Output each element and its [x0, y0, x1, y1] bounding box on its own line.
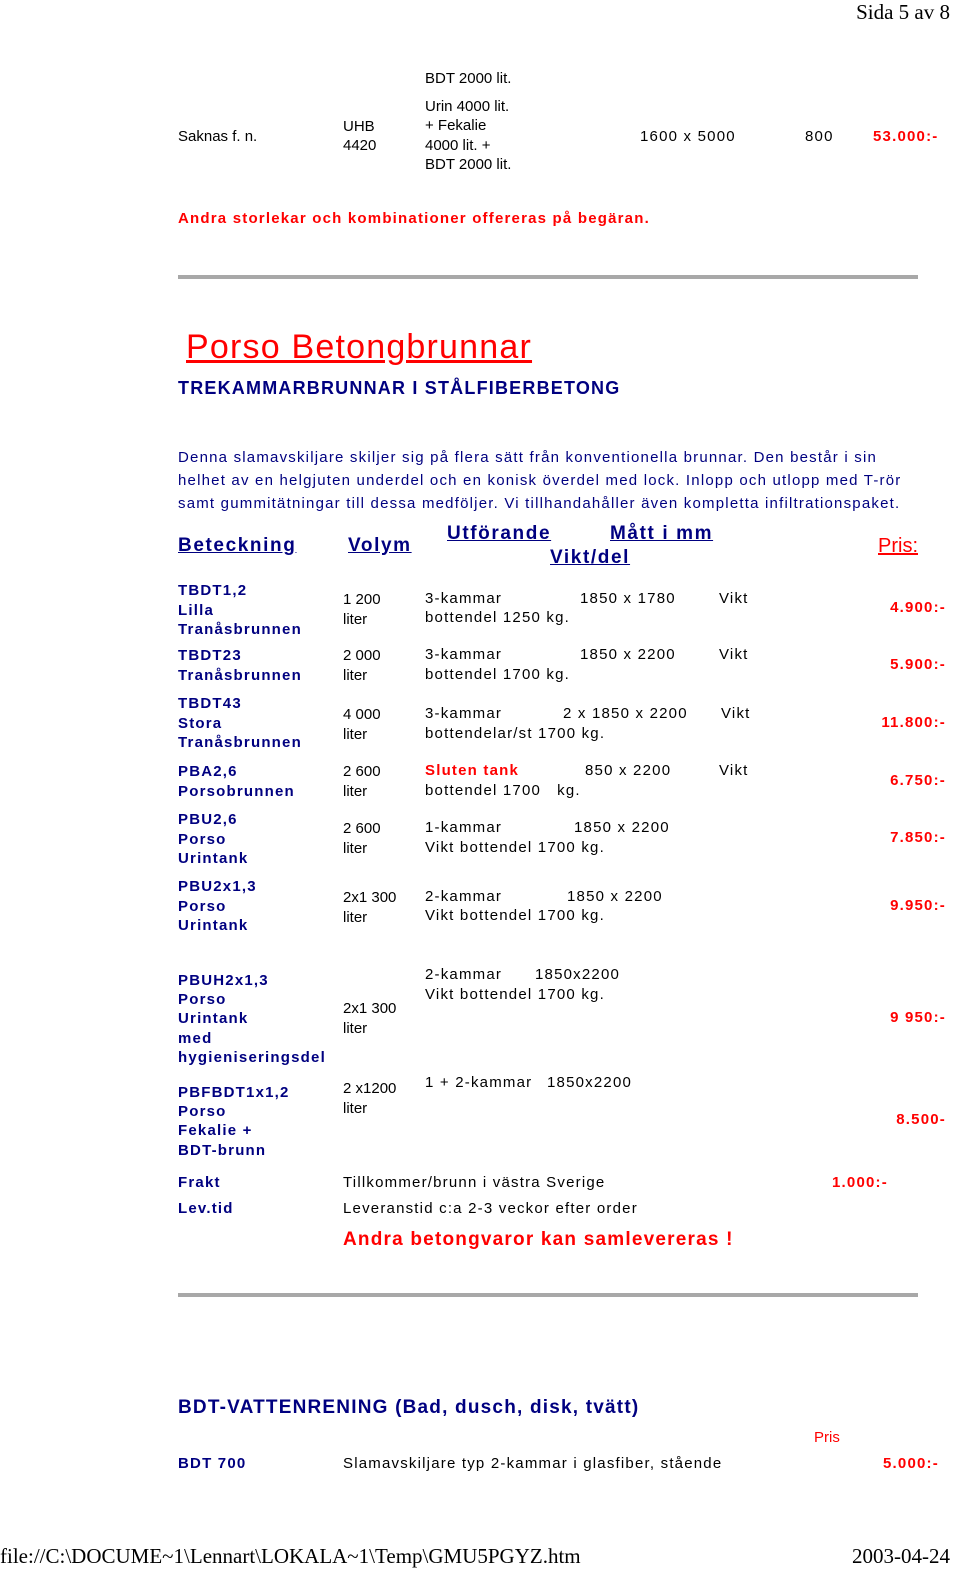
table-row-name: PBU2x1,3 Porso Urintank: [178, 878, 257, 934]
table-row-price: 9.950:-: [890, 897, 946, 914]
table-row-type: 2-kammar: [425, 966, 503, 983]
footer-date: 2003-04-24: [852, 1544, 950, 1568]
table-row-type: Sluten tank: [425, 762, 520, 779]
table-row-name: TBDT43 Stora Tranåsbrunnen: [178, 695, 302, 751]
top-row-name: Saknas f. n.: [178, 128, 258, 145]
table-row-volume: 2x1 300 liter: [343, 1000, 397, 1037]
divider: [178, 275, 918, 279]
table-row-price: 11.800:-: [881, 714, 946, 731]
table-row-price: 4.900:-: [890, 599, 946, 616]
table-row-volume: 2 600 liter: [343, 763, 381, 800]
top-row-price: 53.000:-: [873, 128, 939, 145]
freight-label: Frakt: [178, 1174, 221, 1191]
table-row-type: 3-kammar: [425, 705, 503, 722]
table-row-weight: bottendel 1700 kg.: [425, 666, 571, 683]
table-row-volume: 1 200 liter: [343, 591, 381, 628]
table-row-dims: 1850 x 2200: [580, 646, 676, 663]
table-row-weight: Vikt bottendel 1700 kg.: [425, 907, 605, 924]
header-utforande: Utförande: [447, 523, 552, 544]
table-row-vikt: Vikt: [719, 762, 749, 779]
table-row-weight: Vikt bottendel 1700 kg.: [425, 839, 605, 856]
header-matt: Mått i mm: [610, 523, 714, 544]
bdt-pris-label: Pris: [814, 1429, 840, 1446]
table-row-volume: 2x1 300 liter: [343, 889, 397, 926]
table-row-type: 3-kammar: [425, 590, 503, 607]
table-row-type: 3-kammar: [425, 646, 503, 663]
table-row-price: 9 950:-: [890, 1009, 946, 1026]
bdt-item-price: 5.000:-: [883, 1455, 939, 1472]
bdt-item-text: Slamavskiljare typ 2-kammar i glasfiber, stående: [343, 1455, 723, 1472]
freight-text: Tillkommer/brunn i västra Sverige: [343, 1174, 606, 1191]
section-description: Denna slamavskiljare skiljer sig på flera sätt från konventionella brunnar. Den består i sin helhet av en helgjuten underdel och en konisk överdel med lock. Inlopp och utlopp med T-rör samt gummitätningar till dessa medföljer. Vi tillhandahåller även kompletta infiltrationspaket.: [178, 449, 902, 512]
table-row-price: 8.500-: [896, 1111, 946, 1128]
header-beteckning: Beteckning: [178, 535, 297, 556]
table-row-type: 1 + 2-kammar: [425, 1074, 533, 1091]
table-row-name: TBDT1,2 Lilla Tranåsbrunnen: [178, 582, 302, 638]
footer-path: file://C:\DOCUME~1\Lennart\LOKALA~1\Temp\GMU5PGYZ.htm: [0, 1544, 581, 1568]
table-row-weight: bottendel 1250 kg.: [425, 609, 571, 626]
table-row-vikt: Vikt: [719, 646, 749, 663]
section-title: Porso Betongbrunnar: [186, 328, 533, 366]
table-row-volume: 2 x1200 liter: [343, 1080, 397, 1117]
section-subtitle: TREKAMMARBRUNNAR I STÅLFIBERBETONG: [178, 378, 621, 398]
top-row-dimensions: 1600 x 5000: [640, 128, 736, 145]
table-row-dims: 1850 x 2200: [567, 888, 663, 905]
bdt-title: BDT-VATTENRENING (Bad, dusch, disk, tvätt): [178, 1397, 640, 1418]
table-row-volume: 4 000 liter: [343, 706, 381, 743]
freight-price: 1.000:-: [832, 1174, 888, 1191]
header-pris: Pris:: [878, 535, 918, 557]
table-row-dims: 1850 x 2200: [574, 819, 670, 836]
table-row-dims: 1850x2200: [547, 1074, 633, 1091]
table-row-name: PBUH2x1,3 Porso Urintank med hygieniseringsdel: [178, 972, 326, 1066]
table-row-dims: 850 x 2200: [585, 762, 672, 779]
table-row-weight: bottendel 1700 kg.: [425, 782, 581, 799]
table-row-weight: bottendelar/st 1700 kg.: [425, 725, 606, 742]
table-row-name: PBFBDT1x1,2 Porso Fekalie + BDT-brunn: [178, 1084, 290, 1159]
table-row-name: PBU2,6 Porso Urintank: [178, 811, 249, 867]
top-row-weight: 800: [805, 128, 834, 145]
other-sizes-note: Andra storlekar och kombinationer offereras på begäran.: [178, 210, 650, 227]
table-row-dims: 1850x2200: [535, 966, 621, 983]
table-row-type: 1-kammar: [425, 819, 503, 836]
concrete-note: Andra betongvaror kan samlevereras !: [343, 1229, 734, 1250]
table-row-vikt: Vikt: [719, 590, 749, 607]
table-row-weight: Vikt bottendel 1700 kg.: [425, 986, 605, 1003]
divider: [178, 1293, 918, 1297]
table-row-volume: 2 600 liter: [343, 820, 381, 857]
table-row-name: TBDT23 Tranåsbrunnen: [178, 647, 302, 684]
table-row-dims: 2 x 1850 x 2200: [563, 705, 688, 722]
header-volym: Volym: [348, 535, 412, 556]
table-row-name: PBA2,6 Porsobrunnen: [178, 763, 295, 800]
table-row-price: 7.850:-: [890, 829, 946, 846]
header-vikt: Vikt/del: [550, 547, 631, 568]
table-row-type: 2-kammar: [425, 888, 503, 905]
delivery-label: Lev.tid: [178, 1200, 234, 1217]
table-row-vikt: Vikt: [721, 705, 751, 722]
table-row-price: 6.750:-: [890, 772, 946, 789]
table-row-price: 5.900:-: [890, 656, 946, 673]
top-row-volume: BDT 2000 lit. Urin 4000 lit. + Fekalie 4000 lit. + BDT 2000 lit.: [425, 70, 512, 173]
top-row-model: UHB 4420: [343, 118, 377, 154]
table-row-dims: 1850 x 1780: [580, 590, 676, 607]
bdt-item-name: BDT 700: [178, 1455, 247, 1472]
delivery-text: Leveranstid c:a 2-3 veckor efter order: [343, 1200, 638, 1217]
table-row-volume: 2 000 liter: [343, 647, 381, 684]
page-number: Sida 5 av 8: [856, 0, 950, 24]
